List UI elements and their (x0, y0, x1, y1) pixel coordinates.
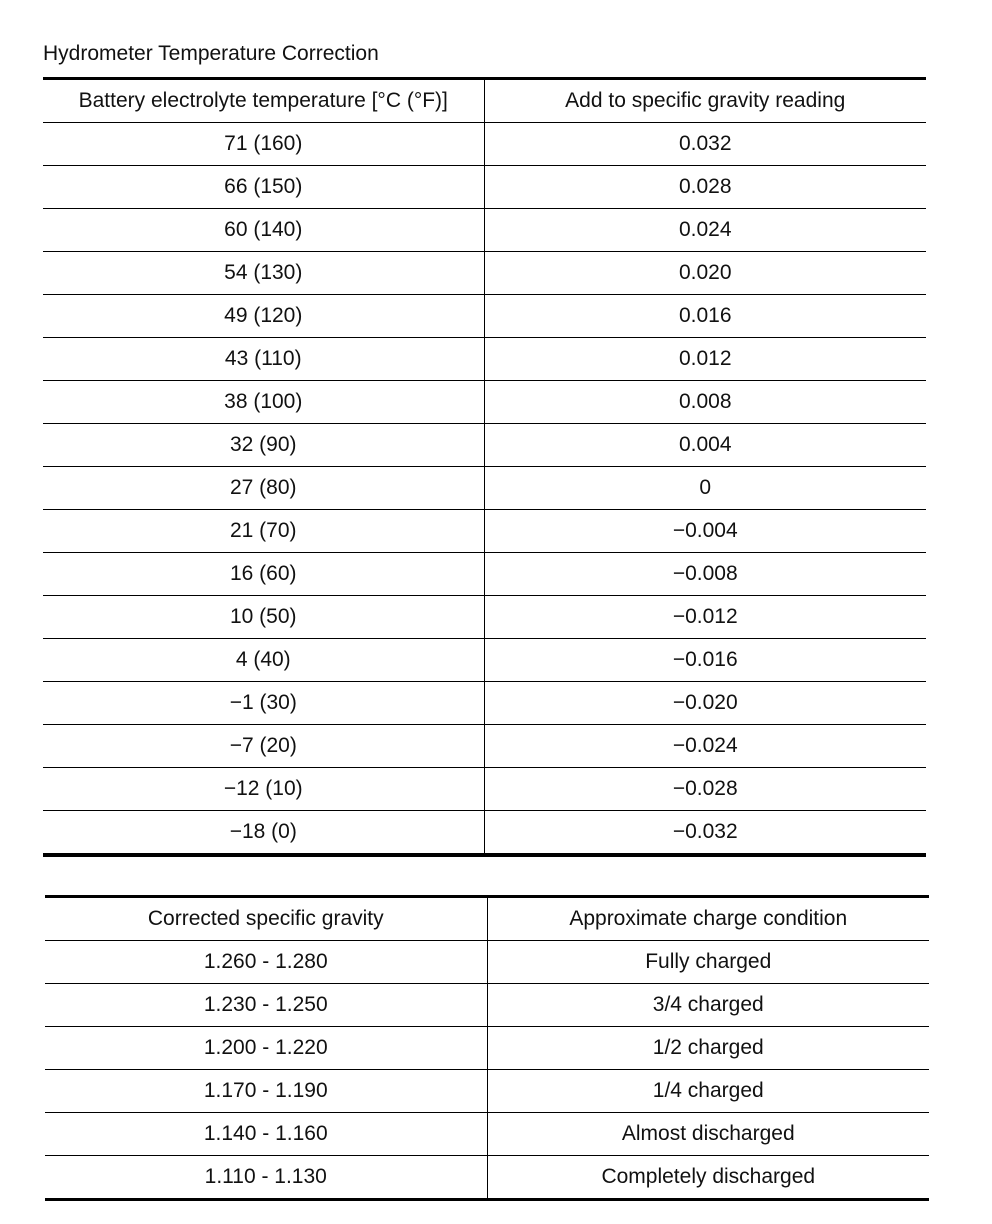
charge-condition-cell: 3/4 charged (487, 984, 929, 1027)
charge-condition-cell: 1/4 charged (487, 1070, 929, 1113)
table-row (43, 209, 926, 252)
table-row (43, 166, 926, 209)
charge-condition-cell: Completely discharged (601, 1165, 816, 1188)
table-row (43, 811, 926, 856)
temperature-cell: 71 (160) (43, 123, 484, 166)
correction-value-cell: 0.004 (484, 424, 926, 467)
table-row (43, 467, 926, 510)
temperature-cell: −7 (20) (43, 725, 484, 768)
table-row (45, 984, 929, 1027)
temperature-cell: 38 (100) (43, 381, 484, 424)
temperature-cell: −12 (10) (43, 768, 484, 811)
correction-value-cell: 0.032 (484, 123, 926, 166)
correction-value-cell: −0.004 (484, 510, 926, 553)
specific-gravity-cell: 1.140 - 1.160 (45, 1113, 487, 1156)
table-row (43, 596, 926, 639)
temperature-cell: 54 (130) (43, 252, 484, 295)
table-row (43, 295, 926, 338)
temperature-cell: 10 (50) (43, 596, 484, 639)
temperature-cell: 27 (80) (43, 467, 484, 510)
column-header-specific-gravity: Corrected specific gravity (45, 897, 487, 941)
table-row (43, 725, 926, 768)
correction-value-cell: −0.032 (672, 820, 738, 843)
correction-value-cell: −0.016 (484, 639, 926, 682)
specific-gravity-cell: 1.170 - 1.190 (45, 1070, 487, 1113)
correction-value-cell: −0.008 (484, 553, 926, 596)
table-row (43, 252, 926, 295)
correction-value-cell: 0.008 (484, 381, 926, 424)
specific-gravity-cell: 1.260 - 1.280 (45, 941, 487, 984)
correction-value-cell: −0.028 (484, 768, 926, 811)
table-row (43, 682, 926, 725)
charge-condition-cell: 1/2 charged (487, 1027, 929, 1070)
temperature-cell: −18 (0) (43, 811, 484, 856)
table-row (43, 768, 926, 811)
temperature-correction-table (43, 77, 926, 857)
charge-condition-cell: Fully charged (487, 941, 929, 984)
table-row (43, 639, 926, 682)
temperature-cell: −1 (30) (43, 682, 484, 725)
temperature-cell: 49 (120) (43, 295, 484, 338)
temperature-cell: 4 (40) (43, 639, 484, 682)
table-row (45, 1070, 929, 1113)
column-header-correction: Add to specific gravity reading (484, 79, 926, 123)
table-row (43, 123, 926, 166)
correction-value-cell: 0.016 (484, 295, 926, 338)
table-row (43, 510, 926, 553)
page-title: Hydrometer Temperature Correction (43, 42, 379, 65)
column-header-temperature: Battery electrolyte temperature [°C (°F)] (43, 79, 484, 123)
table-row (43, 381, 926, 424)
specific-gravity-cell: 1.110 - 1.130 (45, 1156, 487, 1200)
table-row (45, 1113, 929, 1156)
correction-value-cell: −0.012 (484, 596, 926, 639)
table-row (45, 1027, 929, 1070)
temperature-table-body (43, 123, 926, 856)
charge-condition-table (45, 895, 929, 1201)
table-row (45, 1156, 929, 1200)
specific-gravity-cell: 1.230 - 1.250 (45, 984, 487, 1027)
table-row (43, 553, 926, 596)
table-header-row (43, 79, 926, 123)
temperature-cell: 60 (140) (43, 209, 484, 252)
temperature-cell: 16 (60) (43, 553, 484, 596)
temperature-cell: 32 (90) (43, 424, 484, 467)
temperature-cell: 21 (70) (43, 510, 484, 553)
correction-value-cell: −0.020 (484, 682, 926, 725)
table-row (43, 424, 926, 467)
table-row (43, 338, 926, 381)
correction-value-cell: 0.028 (484, 166, 926, 209)
correction-value-cell: −0.024 (484, 725, 926, 768)
temperature-cell: 66 (150) (43, 166, 484, 209)
correction-value-cell: 0.012 (484, 338, 926, 381)
charge-condition-cell: Almost discharged (487, 1113, 929, 1156)
column-header-charge-condition: Approximate charge condition (487, 897, 929, 941)
correction-value-cell: 0 (484, 467, 926, 510)
specific-gravity-cell: 1.200 - 1.220 (45, 1027, 487, 1070)
correction-value-cell: 0.024 (484, 209, 926, 252)
charge-table-body (45, 941, 929, 1200)
correction-value-cell: 0.020 (484, 252, 926, 295)
temperature-cell: 43 (110) (43, 338, 484, 381)
table-row (45, 941, 929, 984)
table-header-row (45, 897, 929, 941)
